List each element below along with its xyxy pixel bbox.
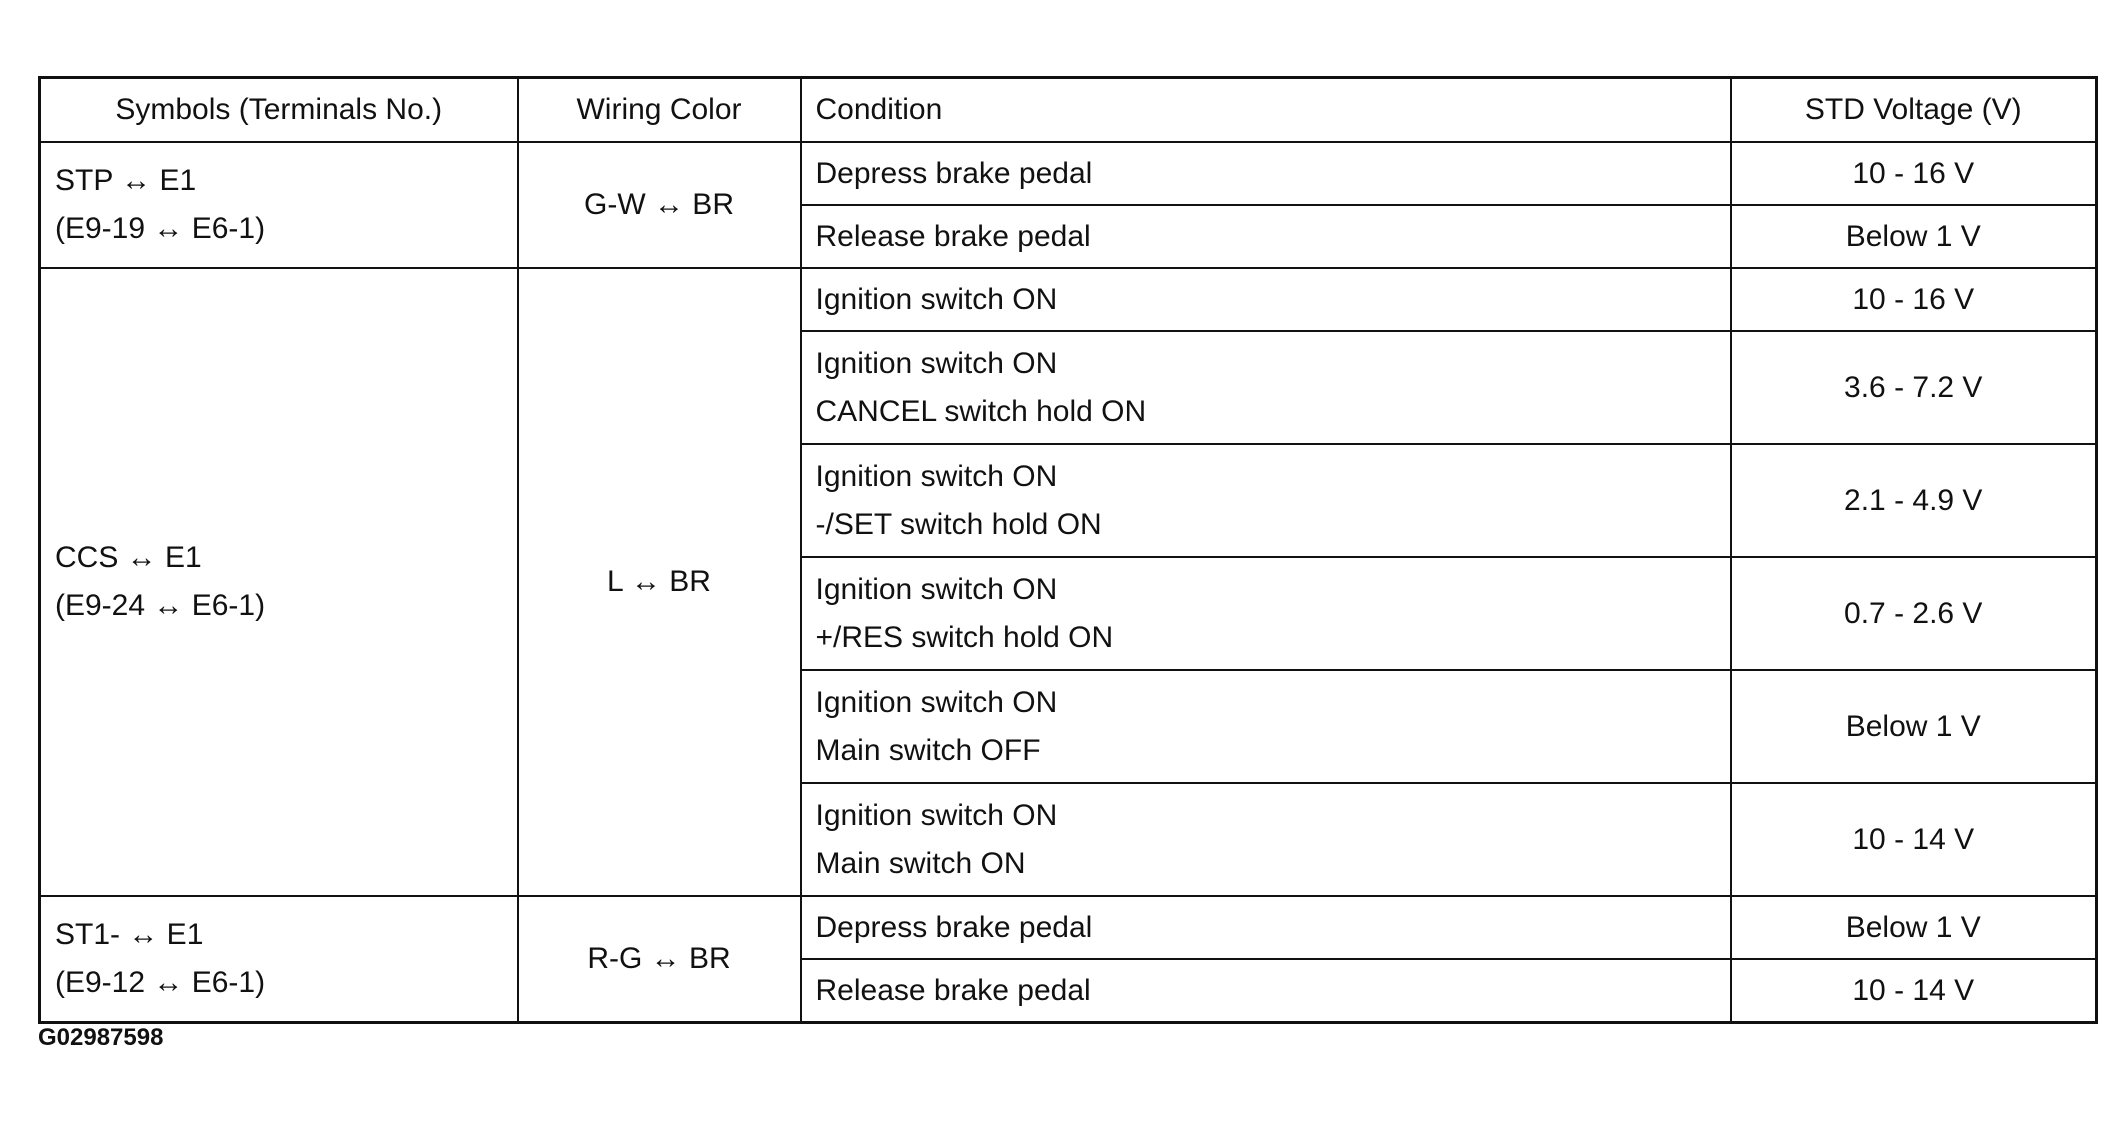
condition-cell — [801, 205, 1731, 268]
std-voltage-cell: Below 1 V — [1731, 205, 2097, 268]
condition-line: Release brake pedal — [815, 973, 1091, 1007]
condition-line: Depress brake pedal — [815, 156, 1093, 190]
symbol-cell — [40, 268, 518, 896]
terminal-voltage-table — [38, 76, 2098, 1024]
header-std-voltage: STD Voltage (V) — [1731, 78, 2097, 143]
figure-id: G02987598 — [38, 1024, 164, 1051]
symbol-cell — [40, 142, 518, 268]
wiring-color-cell: R-G ↔ BR — [518, 896, 801, 1023]
header-condition: Condition — [801, 78, 1731, 143]
condition-line: CANCEL switch hold ON — [815, 394, 1147, 428]
std-voltage-cell: Below 1 V — [1731, 896, 2097, 959]
table-row — [40, 142, 2097, 205]
condition-line: -/SET switch hold ON — [815, 507, 1102, 541]
symbol-cell — [40, 896, 518, 1023]
symbol-name: ST1- ↔ E1 — [55, 918, 204, 951]
terminal-numbers: (E9-19 ↔ E6-1) — [55, 212, 266, 245]
std-voltage-cell: 2.1 - 4.9 V — [1731, 444, 2097, 557]
terminal-numbers: (E9-12 ↔ E6-1) — [55, 966, 266, 999]
condition-cell — [801, 896, 1731, 959]
std-voltage-cell: 0.7 - 2.6 V — [1731, 557, 2097, 670]
condition-cell — [801, 670, 1731, 783]
condition-line: Depress brake pedal — [815, 910, 1093, 944]
symbol-name: STP ↔ E1 — [55, 164, 197, 197]
condition-line: Ignition switch ON — [815, 798, 1058, 832]
table-row — [40, 896, 2097, 959]
wiring-color-cell: G-W ↔ BR — [518, 142, 801, 268]
voltage-table-container — [38, 76, 2095, 1024]
condition-cell — [801, 783, 1731, 896]
wiring-color-cell: L ↔ BR — [518, 268, 801, 896]
symbol-name: CCS ↔ E1 — [55, 541, 202, 574]
condition-line: Ignition switch ON — [815, 572, 1058, 606]
condition-cell — [801, 142, 1731, 205]
std-voltage-cell: 3.6 - 7.2 V — [1731, 331, 2097, 444]
std-voltage-cell: 10 - 14 V — [1731, 783, 2097, 896]
condition-line: Ignition switch ON — [815, 282, 1058, 316]
std-voltage-cell: 10 - 14 V — [1731, 959, 2097, 1023]
condition-cell — [801, 268, 1731, 331]
std-voltage-cell: 10 - 16 V — [1731, 268, 2097, 331]
condition-cell — [801, 444, 1731, 557]
condition-line: Ignition switch ON — [815, 685, 1058, 719]
condition-line: Ignition switch ON — [815, 459, 1058, 493]
condition-cell — [801, 557, 1731, 670]
condition-line: Release brake pedal — [815, 219, 1091, 253]
table-body — [40, 142, 2097, 1023]
std-voltage-cell: Below 1 V — [1731, 670, 2097, 783]
terminal-numbers: (E9-24 ↔ E6-1) — [55, 589, 266, 622]
std-voltage-cell: 10 - 16 V — [1731, 142, 2097, 205]
header-wiring-color: Wiring Color — [518, 78, 801, 143]
condition-cell — [801, 959, 1731, 1023]
condition-line: Ignition switch ON — [815, 346, 1058, 380]
condition-cell — [801, 331, 1731, 444]
condition-line: Main switch ON — [815, 846, 1026, 880]
condition-line: +/RES switch hold ON — [815, 620, 1114, 654]
header-symbols: Symbols (Terminals No.) — [40, 78, 518, 143]
header-row — [40, 78, 2097, 143]
table-row — [40, 268, 2097, 331]
condition-line: Main switch OFF — [815, 733, 1041, 767]
